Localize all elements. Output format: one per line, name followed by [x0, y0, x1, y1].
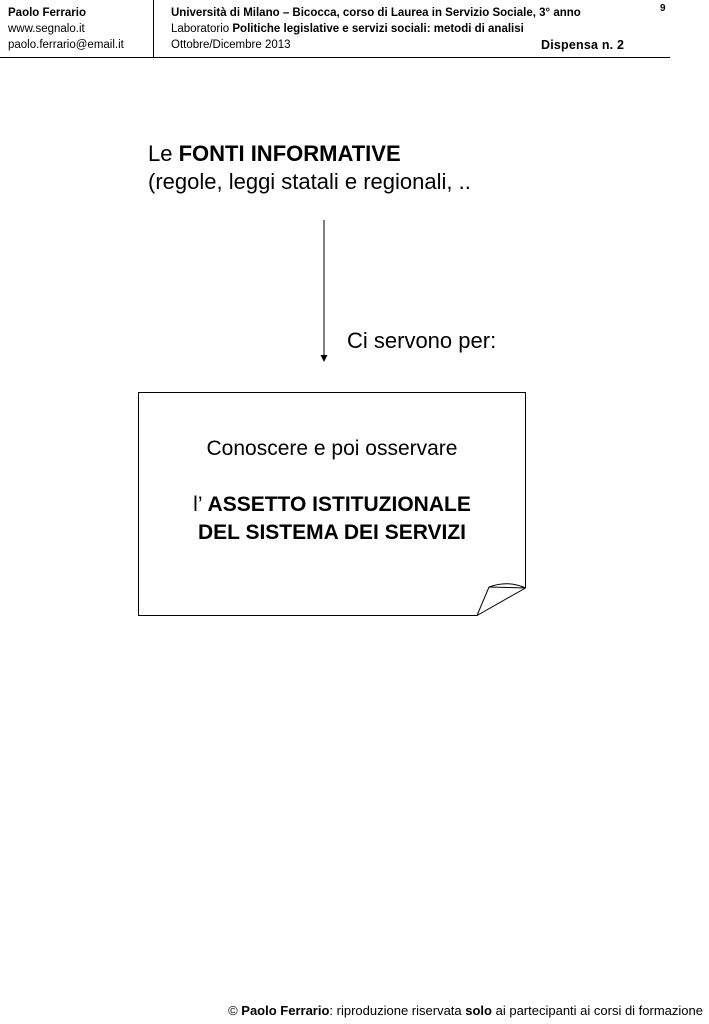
fonti-line-1 — [148, 140, 471, 168]
author-name: Paolo Ferrario — [8, 7, 86, 19]
footer-text-2: ai partecipanti ai corsi di formazione — [492, 1003, 703, 1018]
note-bold-1: ASSETTO ISTITUZIONALE — [207, 493, 471, 516]
header-divider — [153, 0, 154, 58]
footer-author: Paolo Ferrario — [241, 1003, 330, 1018]
fonti-bold: FONTI INFORMATIVE — [178, 141, 401, 166]
fonti-prefix: Le — [148, 141, 179, 166]
footer-bold-word: solo — [465, 1003, 492, 1018]
down-arrow-icon — [316, 220, 332, 366]
note-bold-2: DEL SISTEMA DEI SERVIZI — [198, 521, 466, 544]
lab-prefix: Laboratorio — [171, 23, 233, 35]
lab-line — [171, 21, 581, 37]
page-footer — [228, 1003, 703, 1018]
author-website: www.segnalo.it — [8, 23, 85, 35]
note-content — [140, 392, 524, 547]
page-header — [0, 0, 670, 58]
fonti-heading — [148, 140, 471, 196]
university-line: Università di Milano – Bicocca, corso di Laurea in Servizio Sociale, 3° anno — [171, 7, 581, 19]
header-rule — [0, 57, 670, 58]
fonti-line-2: (regole, leggi statali e regionali, .. — [148, 169, 471, 194]
note-line-2 — [140, 491, 524, 547]
period: Ottobre/Dicembre 2013 — [171, 39, 291, 51]
footer-copyright: © — [228, 1003, 242, 1018]
lab-title: Politiche legislative e servizi sociali: metodi di analisi — [232, 23, 524, 35]
note-line-2a — [140, 491, 524, 519]
author-email: paolo.ferrario@email.it — [8, 39, 124, 51]
course-info — [171, 5, 581, 53]
servono-label: Ci servono per: — [347, 328, 497, 353]
note-prefix: l’ — [193, 493, 208, 516]
dispensa-label: Dispensa n. 2 — [541, 38, 625, 52]
note-line-1: Conoscere e poi osservare — [206, 437, 458, 460]
footer-text-1: : riproduzione riservata — [329, 1003, 466, 1018]
page-number: 9 — [660, 3, 666, 14]
author-info — [8, 5, 124, 53]
